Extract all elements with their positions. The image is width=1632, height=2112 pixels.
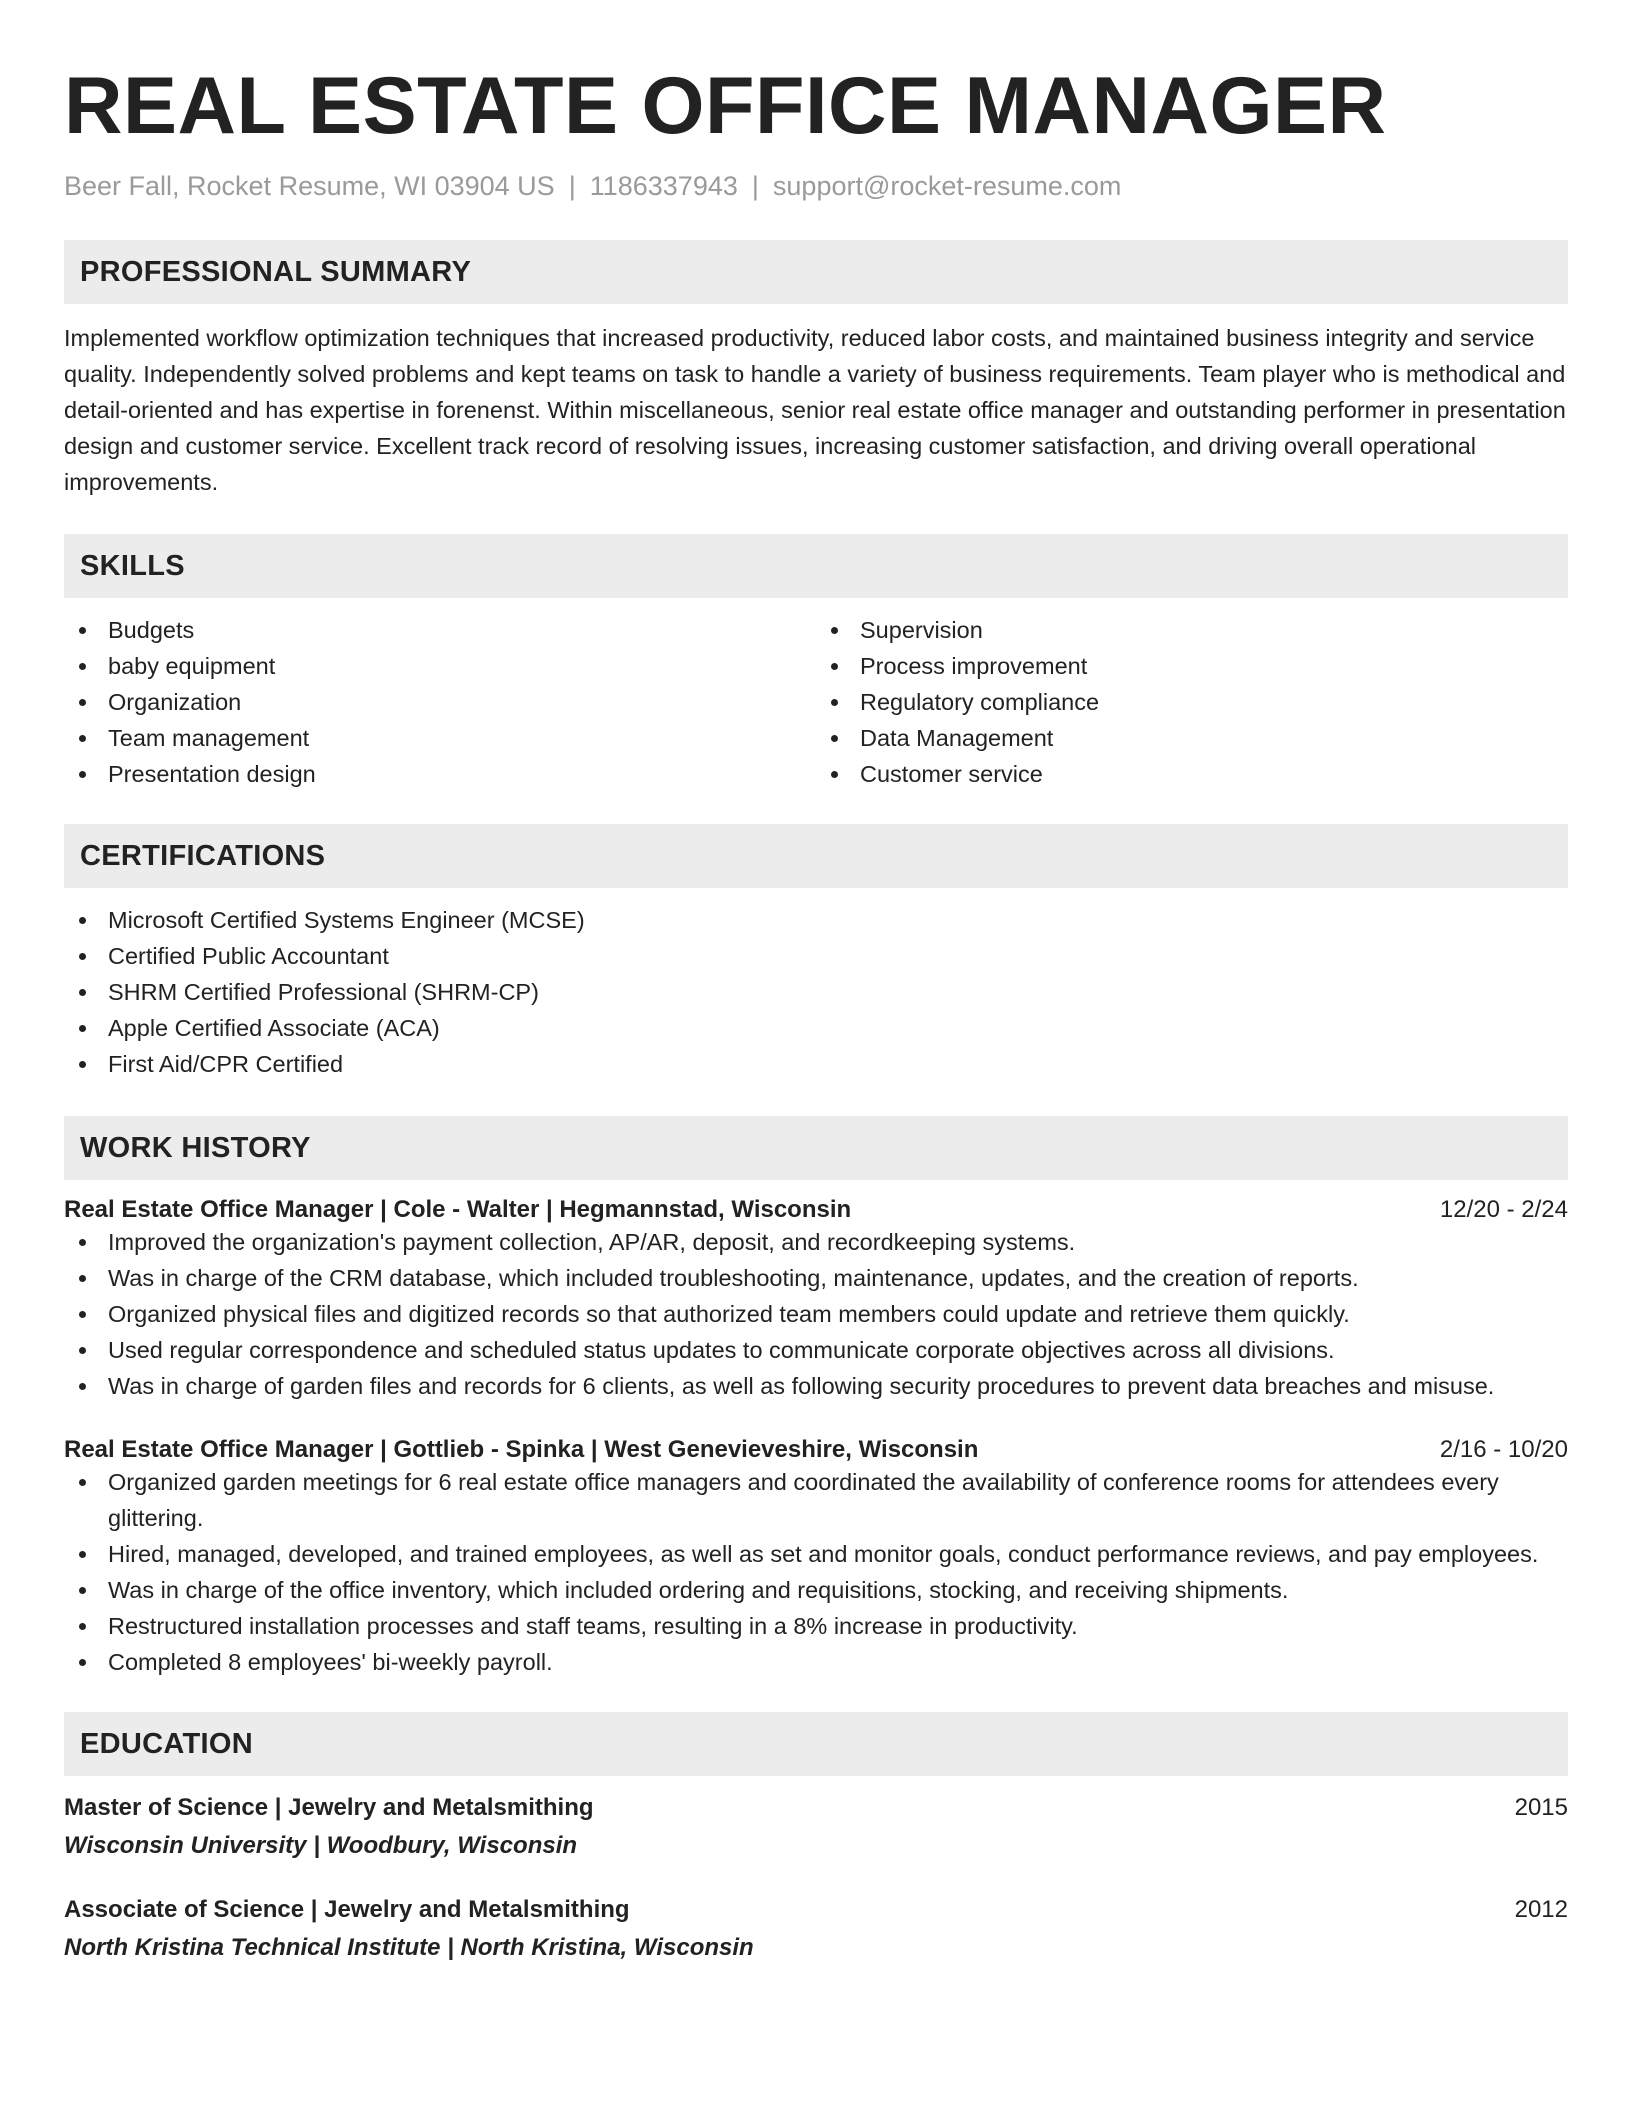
job-bullet: Hired, managed, developed, and trained employees, as well as set and monitor goals, conduct performance reviews, and pay employees. <box>64 1536 1568 1572</box>
job-entry <box>64 1196 1568 1404</box>
job-bullet: Was in charge of garden files and records for 6 clients, as well as following security procedures to prevent data breaches and misuse. <box>64 1368 1568 1404</box>
job-entry <box>64 1436 1568 1680</box>
skill-item: Team management <box>64 720 816 756</box>
section-header-summary: PROFESSIONAL SUMMARY <box>64 240 1568 304</box>
job-bullet: Restructured installation processes and staff teams, resulting in a 8% increase in productivity. <box>64 1608 1568 1644</box>
job-dates: 12/20 - 2/24 <box>1439 1196 1568 1223</box>
job-heading-row <box>64 1436 1568 1464</box>
summary-text: Implemented workflow optimization techniques that increased productivity, reduced labor costs, and maintained business integrity and service quality. Independently solved problems and kept teams on task to handle a variety of business requirements. Team player who is methodical and detail-oriented and has expertise in forenenst. Within miscellaneous, senior real estate office manager and outstanding performer in presentation design and customer service. Excellent track record of resolving issues, increasing customer satisfaction, and driving overall operational improvements. <box>64 325 1566 495</box>
certifications-list <box>64 902 1568 1082</box>
skill-item: Process improvement <box>816 648 1568 684</box>
job-bullet: Organized garden meetings for 6 real estate office managers and coordinated the availability of conference rooms for attendees every glittering. <box>64 1464 1568 1536</box>
candidate-name: REAL ESTATE OFFICE MANAGER <box>64 61 1387 151</box>
certification-item: Apple Certified Associate (ACA) <box>64 1010 1568 1046</box>
skill-item: Data Management <box>816 720 1568 756</box>
certification-item: SHRM Certified Professional (SHRM-CP) <box>64 974 1568 1010</box>
skill-item: Presentation design <box>64 756 816 792</box>
job-bullets <box>64 1464 1568 1680</box>
job-bullet: Organized physical files and digitized records so that authorized team members could update and retrieve them quickly. <box>64 1296 1568 1332</box>
education-degree: Master of Science | Jewelry and Metalsmithing <box>64 1794 594 1821</box>
section-header-education: EDUCATION <box>64 1712 1568 1776</box>
certification-item: First Aid/CPR Certified <box>64 1046 1568 1082</box>
education-entry <box>64 1896 1568 1962</box>
education-year: 2012 <box>1514 1896 1568 1923</box>
job-heading-row <box>64 1196 1568 1224</box>
job-dates: 2/16 - 10/20 <box>1439 1436 1568 1463</box>
job-bullet: Completed 8 employees' bi-weekly payroll. <box>64 1644 1568 1680</box>
certification-item: Certified Public Accountant <box>64 938 1568 974</box>
job-bullet: Improved the organization's payment collection, AP/AR, deposit, and recordkeeping systems. <box>64 1224 1568 1260</box>
skill-item: Regulatory compliance <box>816 684 1568 720</box>
contact-email: support@rocket-resume.com <box>772 171 1122 201</box>
education-heading-row <box>64 1794 1568 1822</box>
education-heading-row <box>64 1896 1568 1924</box>
education-degree: Associate of Science | Jewelry and Metalsmithing <box>64 1896 630 1923</box>
skills-list <box>64 612 1568 792</box>
skill-item: Customer service <box>816 756 1568 792</box>
skill-item: baby equipment <box>64 648 816 684</box>
skill-item: Supervision <box>816 612 1568 648</box>
section-header-certifications: CERTIFICATIONS <box>64 824 1568 888</box>
skill-item: Organization <box>64 684 816 720</box>
section-header-skills: SKILLS <box>64 534 1568 598</box>
job-bullet: Was in charge of the office inventory, which included ordering and requisitions, stocking, and receiving shipments. <box>64 1572 1568 1608</box>
education-entry <box>64 1794 1568 1860</box>
contact-address: Beer Fall, Rocket Resume, WI 03904 US <box>64 171 555 201</box>
job-bullet: Was in charge of the CRM database, which included troubleshooting, maintenance, updates, and the creation of reports. <box>64 1260 1568 1296</box>
contact-separator: | <box>751 171 759 201</box>
certification-item: Microsoft Certified Systems Engineer (MCSE) <box>64 902 1568 938</box>
education-year: 2015 <box>1514 1794 1568 1821</box>
contact-separator: | <box>568 171 576 201</box>
job-bullet: Used regular correspondence and scheduled status updates to communicate corporate objectives across all divisions. <box>64 1332 1568 1368</box>
job-title: Real Estate Office Manager | Cole - Walter | Hegmannstad, Wisconsin <box>64 1196 852 1223</box>
contact-phone: 1186337943 <box>589 171 738 201</box>
education-school: Wisconsin University | Woodbury, Wisconsin <box>64 1832 578 1859</box>
skills-column-left <box>64 612 816 792</box>
contact-line <box>64 171 1568 202</box>
job-title: Real Estate Office Manager | Gottlieb - Spinka | West Genevieveshire, Wisconsin <box>64 1436 979 1463</box>
skill-item: Budgets <box>64 612 816 648</box>
skills-column-right <box>816 612 1568 792</box>
job-bullets <box>64 1224 1568 1404</box>
section-header-work-history: WORK HISTORY <box>64 1116 1568 1180</box>
education-school: North Kristina Technical Institute | North Kristina, Wisconsin <box>64 1934 754 1961</box>
